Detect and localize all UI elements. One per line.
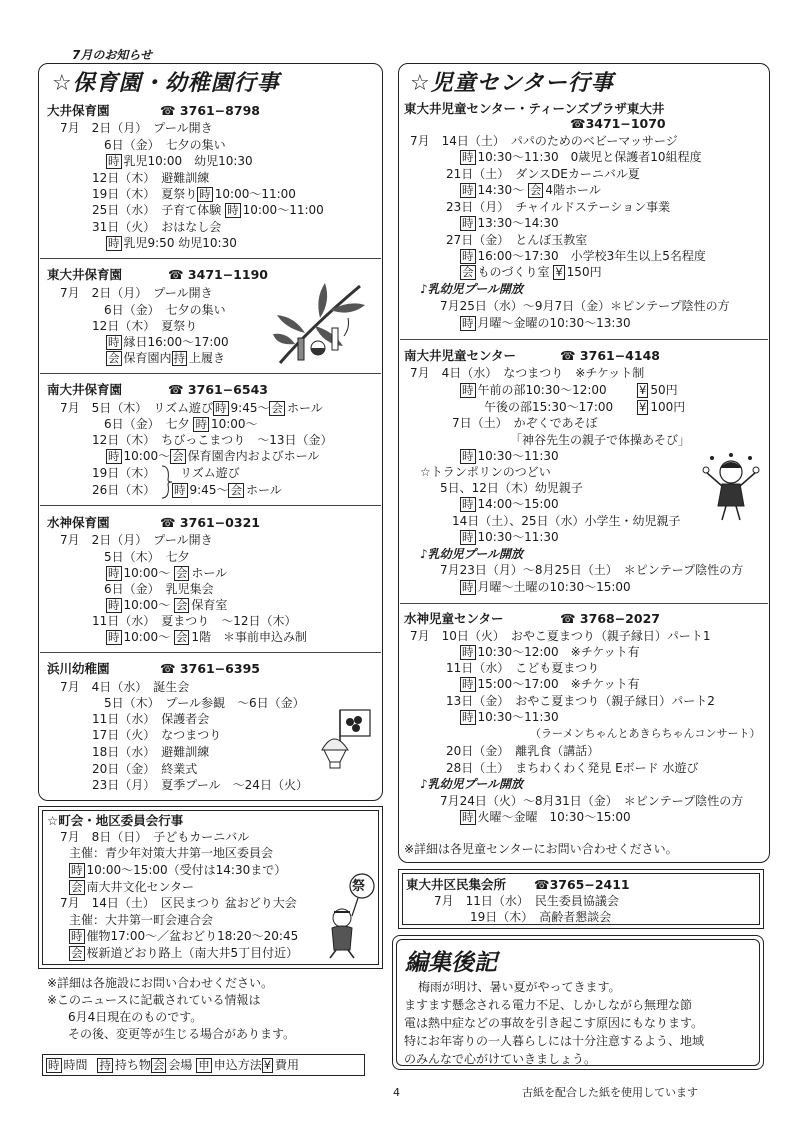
recycled-paper-note: 古紙を配合した紙を使用しています [522,1086,698,1099]
suijin-line-5-time: 10:00〜 [123,598,171,612]
town-line-1: 7月 8日（日） 子どもカーニバル [60,830,250,844]
divider [40,258,381,259]
venue-tag: 会 [71,880,83,894]
minami-line-5-event: リズム遊び [180,466,240,480]
time-tag: 時 [462,150,474,164]
time-tag: 時 [108,449,120,463]
time-tag: 時 [462,530,474,544]
fee-tag: ¥ [639,400,647,414]
higashi-center-line-9-fee: 150円 [566,265,602,279]
suijin-center-line-5: 13日（金） おやこ夏まつり（親子縁日）パート2 [446,694,715,708]
suijin-center-line-6: 10:30〜11:30 [477,710,559,724]
note-1: ※詳細は各施設にお問い合わせください。 [47,976,274,990]
minami-center-line-2: 午前の部10:30〜12:00 [477,383,607,397]
legend-apply-tag: 申 [198,1058,210,1072]
legend-apply-label: 申込方法 [213,1058,262,1072]
suijin-line-3-time: 10:00〜 [123,566,171,580]
time-tag: 時 [108,236,120,250]
editorial-line-1: 梅雨が明け、暑い夏がやってきます。 [418,980,621,994]
legend-belongings-tag: 持 [99,1058,111,1072]
oi-line-2: 6日（金） 七夕の集い [104,138,226,152]
time-tag: 時 [108,154,120,168]
time-tag: 時 [462,449,474,463]
oi-line-6-time: 10:00〜11:00 [242,203,324,217]
page-number: 4 [393,1086,400,1099]
hamakawa-line-3: 11日（水） 保護者会 [92,712,210,726]
minami-line-6-time: 9:45〜 [189,483,229,497]
oi-line-4: 12日（木） 避難訓練 [92,171,210,185]
higashi-line-1: 7月 2日（月） プール開き [60,286,213,300]
time-tag: 時 [227,203,239,217]
time-tag: 時 [199,187,211,201]
suijin-center-name: 水神児童センター [404,611,504,626]
minami-line-2-time: 10:00〜 [210,417,258,431]
higashi-line-2: 6日（金） 七夕の集い [104,303,226,317]
trampoline-kid-illustration [700,452,762,526]
venue-tag: 会 [172,449,184,463]
minami-center-pool-hours: 月曜〜土曜の10:30〜15:00 [477,580,631,594]
higashi-center-line-8: 16:00〜17:30 小学校3年生以上5名程度 [477,249,706,263]
suijin-line-7-venue: 1階 ＊事前申込み制 [191,630,308,644]
divider [40,652,381,653]
brace-icon [160,464,174,500]
higashi-line-3: 12日（木） 夏祭り [92,319,198,333]
higashi-center-line-4-time: 14:30〜 [477,183,525,197]
hamakawa-line-2: 5日（木） プール参観 〜6日（金） [104,696,305,710]
oi-line-5-time: 10:00〜11:00 [214,187,296,201]
minami-line-6: 26日（木） [92,483,156,497]
shaved-ice-illustration [318,708,374,772]
divider [400,603,768,604]
time-tag: 時 [462,645,474,659]
editorial-line-2: ますます懸念される電力不足、しかしながら無理な節 [404,998,693,1012]
time-tag: 時 [462,249,474,263]
minami-center-pool-title: ♪乳幼児プール開放 [420,547,524,561]
higashi-center-line-2: 10:30〜11:30 0歳児と保護者10組程度 [477,150,702,164]
higashi-line-5: 保育園内 [123,351,172,365]
minami-center-line-3: 午後の部15:30〜17:00 [484,400,614,414]
minami-line-1: 7月 5日（木） リズム遊び [60,401,214,415]
town-line-6: 主催：大井第一町会連合会 [69,913,214,927]
hamakawa-line-7: 23日（月） 夏季プール 〜24日（火） [92,778,308,792]
note-2: ※このニュースに記載されている情報は [47,993,261,1007]
time-tag: 時 [462,810,474,824]
minami-center-line-3-fee: 100円 [650,400,686,414]
time-tag: 時 [108,630,120,644]
higashi-center-pool-hours: 月曜〜金曜の10:30〜13:30 [477,316,631,330]
suijin-line-4: 6日（金） 乳児集会 [104,582,214,596]
minami-line-5: 19日（木） [92,466,156,480]
higashi-center-line-7: 27日（金） とんぼ玉教室 [446,233,588,247]
time-tag: 時 [462,497,474,511]
divider [40,373,381,374]
divider [400,339,768,340]
venue-tag: 会 [271,401,283,415]
suijin-center-line-3: 11日（水） こども夏まつり [446,661,600,675]
time-tag: 時 [215,401,227,415]
editorial-line-4: 特にお年寄りの一人暮らしには十分注意するよう、地域 [404,1034,705,1048]
community-hall-name: 東大井区民集会所 [406,877,507,892]
belongings-tag: 持 [173,351,186,365]
suijin-line-5-venue: 保育室 [191,598,228,612]
time-tag: 時 [108,335,120,349]
suijin-line-7-time: 10:00〜 [123,630,171,644]
tanabata-bamboo-illustration [270,278,375,368]
higashi-center-pool-title: ♪乳幼児プール開放 [420,282,524,296]
higashi-center-line-3: 21日（土） ダンスDEカーニバル夏 [446,167,640,181]
oi-line-7: 31日（火） おはなし会 [92,220,222,234]
editorial-title: 編集後記 [405,949,497,976]
minami-line-1-time: 9:45〜 [230,401,270,415]
time-tag: 時 [462,183,474,197]
suijin-center-line-2: 10:30〜12:00 ※チケット有 [477,645,640,659]
minami-line-4-time: 10:00〜 [123,449,171,463]
legend-fee-label: 費用 [275,1058,300,1072]
higashi-center-line-6: 13:30〜14:30 [477,216,559,230]
minami-center-pool-dates: 7月23日（月）〜8月25日（土） ＊ピンテープ陰性の方 [440,563,744,577]
suijin-center-line-8: 20日（金） 離乳食（講話） [446,744,600,758]
minami-line-2: 6日（金） 七夕 [104,417,190,431]
oi-line-1: 7月 2日（月） プール開き [60,121,213,135]
time-tag: 時 [462,383,474,397]
town-section-title: ☆町会・地区委員会行事 [47,813,184,828]
town-line-4: 南大井文化センター [86,880,195,894]
town-line-3: 10:00〜15:00（受付は14:30まで） [86,863,287,877]
nursery-section-title: ☆保育園・幼稚園行事 [52,71,280,96]
minami-center-tel: ☎ 3761−4148 [560,348,660,363]
legend-belongings-label: 持ち物 [114,1058,151,1072]
suijin-nursery-tel: ☎ 3761−0321 [160,515,260,530]
higashi-center-pool-dates: 7月25日（水）〜9月7日（金）＊ピンテープ陰性の方 [440,299,730,313]
hamakawa-line-4: 17日（火） なつまつり [92,728,222,742]
oi-nursery-tel: ☎ 3761−8798 [160,103,260,118]
suijin-line-2: 5日（木） 七夕 [104,550,190,564]
higashi-center-line-9-venue: ものづくり室 [477,265,550,279]
suijin-center-tel: ☎ 3768−2027 [560,611,660,626]
minami-center-line-2-fee: 50円 [650,383,678,397]
venue-tag: 会 [108,351,120,365]
minami-center-name: 南大井児童センター [404,348,517,363]
time-tag: 時 [71,863,83,877]
time-tag: 時 [108,566,120,580]
month-label: 7月のお知らせ [72,48,152,62]
note-4: その後、変更等が生じる場合があります。 [68,1027,296,1041]
higashi-center-line-5: 23日（月） チャイルドステーション事業 [446,200,671,214]
editorial-line-3: 電は熱中症などの事故を引き起こす原因にもなります。 [404,1016,704,1030]
trampoline-title: ☆トランポリンのつどい [420,465,551,479]
higashi-center-name: 東大井児童センター・ティーンズプラザ東大井 [404,101,665,116]
minami-center-line-7: 5日、12日（木）幼児親子 [440,481,583,495]
minami-nursery-tel: ☎ 3761−6543 [168,382,268,397]
higashi-nursery-tel: ☎ 3471−1190 [168,267,268,282]
time-tag: 時 [195,417,207,431]
oi-line-5: 19日（木） 夏祭り [92,187,198,201]
suijin-nursery-name: 水神保育園 [47,515,110,530]
suijin-center-line-7: （ラーメンちゃんとあきらちゃんコンサート） [530,727,761,740]
higashi-nursery-name: 東大井保育園 [47,267,123,282]
oi-line-8: 乳児9:50 幼児10:30 [123,236,237,250]
note-3: 6月4日現在のものです。 [68,1010,203,1024]
minami-line-3: 12日（木） ちびっこまつり 〜13日（金） [92,433,333,447]
venue-tag: 会 [175,566,188,580]
hamakawa-line-1: 7月 4日（水） 誕生会 [60,680,190,694]
oi-line-6: 25日（水） 子育て体験 [92,203,222,217]
minami-line-4-venue: 保育園舎内およびホール [187,449,320,463]
minami-center-line-9: 14日（土）、25日（水）小学生・幼児親子 [452,514,681,528]
higashi-line-5-item: 上履き [189,351,226,365]
hamakawa-name: 浜川幼稚園 [47,661,110,676]
childrens-center-title: ☆児童センター行事 [410,71,614,96]
town-line-2: 主催：青少年対策大井第一地区委員会 [69,846,274,860]
town-line-5: 7月 14日（土） 区民まつり 盆おどり大会 [60,896,297,910]
suijin-line-3-venue: ホール [191,566,228,580]
legend-fee-tag: ¥ [263,1058,272,1072]
hamakawa-line-5: 18日（水） 避難訓練 [92,745,210,759]
time-tag: 時 [462,316,474,330]
minami-center-line-10: 10:30〜11:30 [477,530,559,544]
minami-center-line-4: 7日（土） かぞくであそぼ [452,416,598,430]
higashi-line-4: 縁日16:00〜17:00 [123,335,229,349]
oi-nursery-name: 大井保育園 [47,103,110,118]
hamakawa-tel: ☎ 3761−6395 [160,661,260,676]
editorial-line-5: のみんなで心がけていきましょう。 [404,1052,597,1066]
higashi-center-line-1: 7月 14日（土） パパのためのベビーマッサージ [410,134,678,148]
venue-tag: 会 [529,183,542,197]
venue-tag: 会 [230,483,242,497]
venue-tag: 会 [71,946,83,960]
minami-center-line-1: 7月 4日（水） なつまつり ※チケット制 [410,366,645,380]
minami-center-line-5: 「神谷先生の親子で体操あそび」 [510,433,691,447]
community-hall-tel: ☎3765−2411 [534,877,630,892]
suijin-center-line-4: 15:00〜17:00 ※チケット有 [477,677,640,691]
suijin-center-pool-dates: 7月24日（火）〜8月31日（金） ＊ピンテープ陰性の方 [440,794,744,808]
childrens-center-footnote: ※詳細は各児童センターにお問い合わせください。 [404,842,678,856]
higashi-center-line-4-venue: 4階ホール [545,183,601,197]
suijin-line-1: 7月 2日（月） プール開き [60,533,213,547]
time-tag: 時 [108,598,120,612]
venue-tag: 会 [462,265,474,279]
higashi-center-tel: ☎3471−1070 [570,116,666,131]
minami-line-1-venue: ホール [286,401,323,415]
town-line-7: 催物17:00〜／盆おどり18:20〜20:45 [86,929,299,943]
suijin-center-pool-title: ♪乳幼児プール開放 [420,777,524,791]
suijin-line-6: 11日（水） 夏まつり 〜12日（木） [92,614,297,628]
festival-label: 祭 [352,879,366,894]
time-tag: 時 [462,710,474,724]
suijin-center-line-1: 7月 10日（火） おやこ夏まつり（親子縁日）パート1 [410,629,711,643]
minami-center-line-6: 10:30〜11:30 [477,449,559,463]
legend-time-label: 時間 [63,1058,88,1072]
minami-line-6-venue: ホール [245,483,282,497]
community-hall-line-1: 7月 11日（水） 民生委員協議会 [434,894,619,908]
community-hall-line-2: 19日（木） 高齢者懇談会 [470,910,612,924]
suijin-center-line-9: 28日（土） まちわくわく発見 Eボード 水遊び [446,761,699,775]
festival-dancer-illustration [322,872,378,960]
suijin-center-pool-hours: 火曜〜金曜 10:30〜15:00 [477,810,631,824]
fee-tag: ¥ [639,383,647,397]
venue-tag: 会 [175,630,188,644]
minami-nursery-name: 南大井保育園 [47,382,123,397]
divider [40,505,381,506]
time-tag: 時 [462,216,474,230]
hamakawa-line-6: 20日（金） 終業式 [92,762,198,776]
time-tag: 時 [462,580,474,594]
time-tag: 時 [462,677,474,691]
legend-venue-tag: 会 [152,1058,165,1072]
legend-venue-label: 会場 [168,1058,193,1072]
time-tag: 時 [174,483,186,497]
oi-line-3: 乳児10:00 幼児10:30 [123,154,253,168]
town-line-8: 桜新道どおり路上（南大井5丁目付近） [86,946,299,960]
legend-time-tag: 時 [48,1058,60,1072]
minami-center-line-8: 14:00〜15:00 [477,497,559,511]
venue-tag: 会 [175,598,188,612]
time-tag: 時 [71,929,83,943]
fee-tag: ¥ [555,265,563,279]
